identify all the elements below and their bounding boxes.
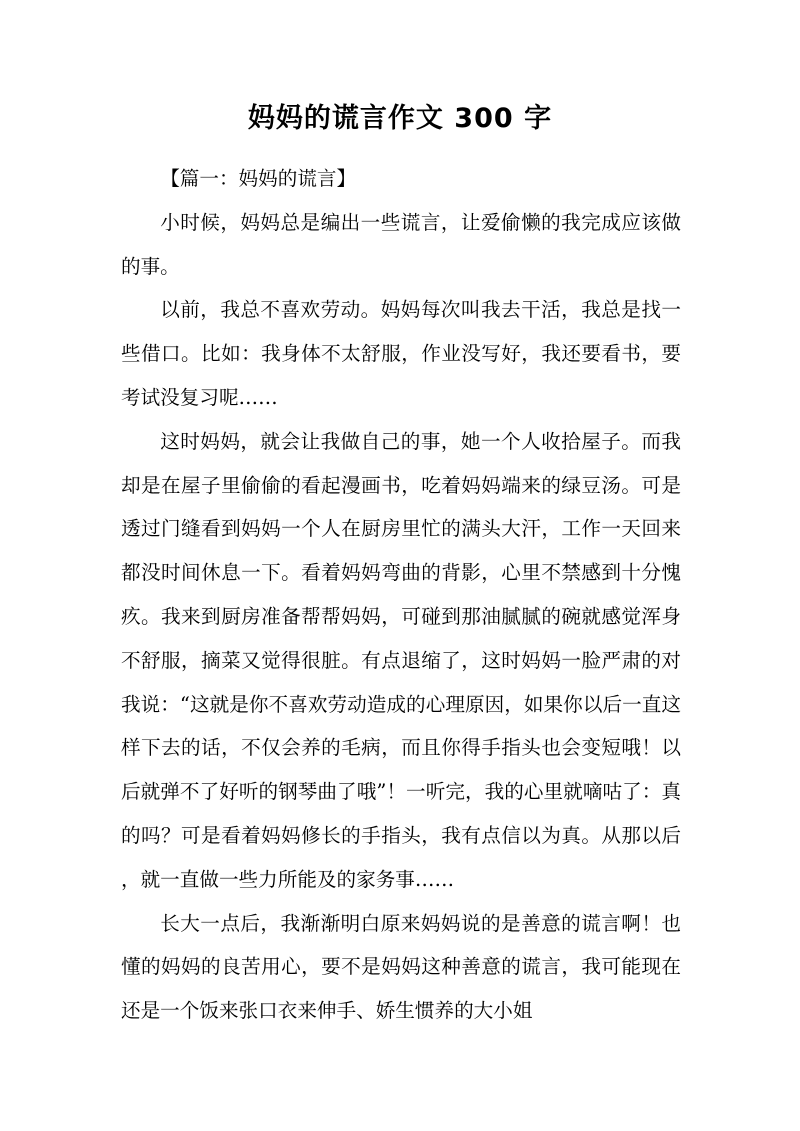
paragraph-section-heading: 【篇一：妈妈的谎言】: [160, 167, 357, 190]
paragraph-intro: 小时候，妈妈总是编出一些谎言，让爱偷懒的我完成应该做的事。: [121, 210, 681, 278]
paragraph-realization: 长大一点后，我渐渐明白原来妈妈说的是善意的谎言啊！也懂的妈妈的良苦用心，要不是妈妈这种善意的谎言，我可能现在还是一个饭来张口衣来伸手、娇生惯养的大小姐: [121, 911, 681, 1023]
essay-body: [121, 157, 681, 1033]
paragraph-story: 这时妈妈，就会让我做自己的事，她一个人收拾屋子。而我却是在屋子里偷偷的看起漫画书，吃着妈妈端来的绿豆汤。可是透过门缝看到妈妈一个人在厨房里忙的满头大汗，工作一天回来都没时间休息一下。看着妈妈弯曲的背影，心里不禁感到十分愧疚。我来到厨房准备帮帮妈妈，可碰到那油腻腻的碗就感觉浑身不舒服，摘菜又觉得很脏。有点退缩了，这时妈妈一脸严肃的对我说：“这就是你不喜欢劳动造成的心理原因，如果你以后一直这样下去的话，不仅会养的毛病，而且你得手指头也会变短哦！以后就弹不了好听的钢琴曲了哦”！一听完，我的心里就嘀咕了：真的吗？可是看着妈妈修长的手指头，我有点信以为真。从那以后，就一直做一些力所能及的家务事……: [121, 429, 681, 891]
document-title: 妈妈的谎言作文 300 字: [247, 103, 553, 134]
paragraph-excuses: 以前，我总不喜欢劳动。妈妈每次叫我去干活，我总是找一些借口。比如：我身体不太舒服，作业没写好，我还要看书，要考试没复习呢……: [121, 298, 681, 409]
